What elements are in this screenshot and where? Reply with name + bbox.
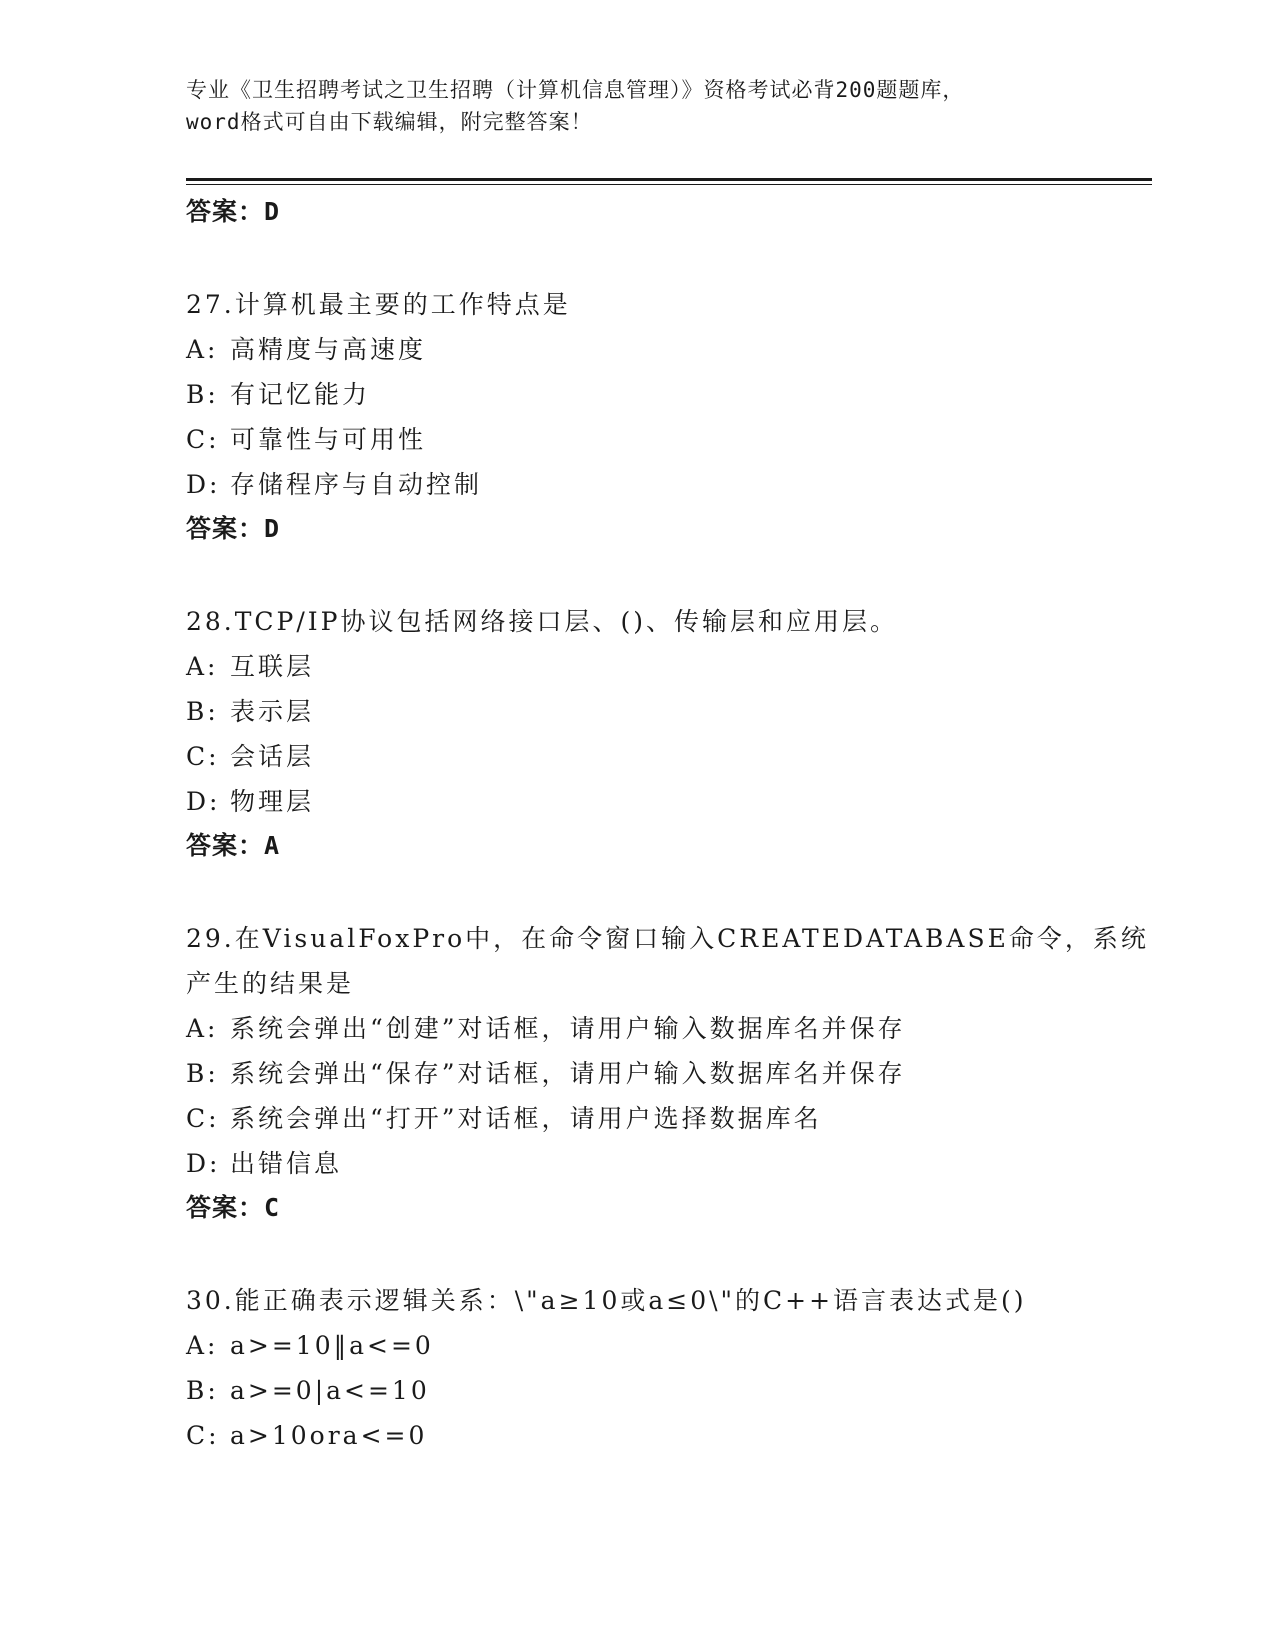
question-stem-continued: 产生的结果是 xyxy=(186,969,355,998)
document-header xyxy=(186,74,1086,138)
option-c xyxy=(186,1096,1086,1141)
question-block xyxy=(186,1278,1086,1458)
option-a xyxy=(186,327,1086,372)
question-block xyxy=(186,282,1086,551)
header-rule-thick xyxy=(186,178,1152,181)
option-text: 有记忆能力 xyxy=(230,380,371,409)
option-b xyxy=(186,1368,1086,1413)
option-key: B: xyxy=(186,1059,219,1088)
option-b xyxy=(186,689,1086,734)
option-d xyxy=(186,1141,1086,1186)
option-key: A: xyxy=(186,1014,219,1043)
question-stem: 30.能正确表示逻辑关系：\"a≥10或a≤0\"的C++语言表达式是() xyxy=(186,1286,1027,1315)
option-a xyxy=(186,1323,1086,1368)
question-stem: 29.在VisualFoxPro中，在命令窗口输入CREATEDATABASE命令，系统 xyxy=(186,924,1149,953)
option-text: 系统会弹出“打开”对话框，请用户选择数据库名 xyxy=(230,1104,822,1133)
question-stem: 27.计算机最主要的工作特点是 xyxy=(186,290,571,319)
option-key: C: xyxy=(186,425,220,454)
option-text: a>=0|a<=10 xyxy=(230,1376,430,1405)
question-block xyxy=(186,599,1086,868)
question-block xyxy=(186,916,1149,1230)
option-text: 系统会弹出“保存”对话框，请用户输入数据库名并保存 xyxy=(230,1059,906,1088)
option-text: a>10ora<=0 xyxy=(230,1421,428,1450)
spacer xyxy=(186,551,1086,599)
option-key: B: xyxy=(186,1376,219,1405)
option-b xyxy=(186,1051,1086,1096)
option-b xyxy=(186,372,1086,417)
option-a xyxy=(186,1006,1086,1051)
header-line-1: 专业《卫生招聘考试之卫生招聘（计算机信息管理）》资格考试必背200题题库， xyxy=(186,78,965,102)
option-key: A: xyxy=(186,652,219,681)
option-d xyxy=(186,779,1086,824)
answer-line: 答案：D xyxy=(186,514,281,543)
option-key: C: xyxy=(186,742,220,771)
option-text: 可靠性与可用性 xyxy=(230,425,427,454)
option-key: D: xyxy=(186,470,221,499)
option-key: C: xyxy=(186,1421,220,1450)
option-a xyxy=(186,644,1086,689)
option-text: 存储程序与自动控制 xyxy=(230,470,483,499)
header-line-2: word格式可自由下载编辑，附完整答案！ xyxy=(186,110,593,134)
option-text: 互联层 xyxy=(230,652,315,681)
option-key: D: xyxy=(186,1149,221,1178)
option-text: 物理层 xyxy=(230,787,315,816)
question-list xyxy=(186,190,1149,1458)
option-text: 系统会弹出“创建”对话框，请用户输入数据库名并保存 xyxy=(230,1014,906,1043)
option-c xyxy=(186,417,1086,462)
option-key: A: xyxy=(186,335,219,364)
option-text: 会话层 xyxy=(230,742,315,771)
option-text: 表示层 xyxy=(230,697,315,726)
option-key: B: xyxy=(186,697,219,726)
option-text: 出错信息 xyxy=(230,1149,343,1178)
spacer xyxy=(186,234,1086,282)
answer-line: 答案：D xyxy=(186,197,281,226)
spacer xyxy=(186,868,1086,916)
option-key: B: xyxy=(186,380,219,409)
spacer xyxy=(186,1230,1086,1278)
option-key: A: xyxy=(186,1331,219,1360)
option-text: 高精度与高速度 xyxy=(230,335,427,364)
option-d xyxy=(186,462,1086,507)
answer-line: 答案：C xyxy=(186,1193,281,1222)
option-c xyxy=(186,734,1086,779)
question-stem: 28.TCP/IP协议包括网络接口层、()、传输层和应用层。 xyxy=(186,607,899,636)
header-rule-thin xyxy=(186,184,1152,185)
option-c xyxy=(186,1413,1086,1458)
option-key: C: xyxy=(186,1104,220,1133)
option-text: a>=10‖a<=0 xyxy=(230,1331,434,1360)
option-key: D: xyxy=(186,787,221,816)
answer-line: 答案：A xyxy=(186,831,281,860)
